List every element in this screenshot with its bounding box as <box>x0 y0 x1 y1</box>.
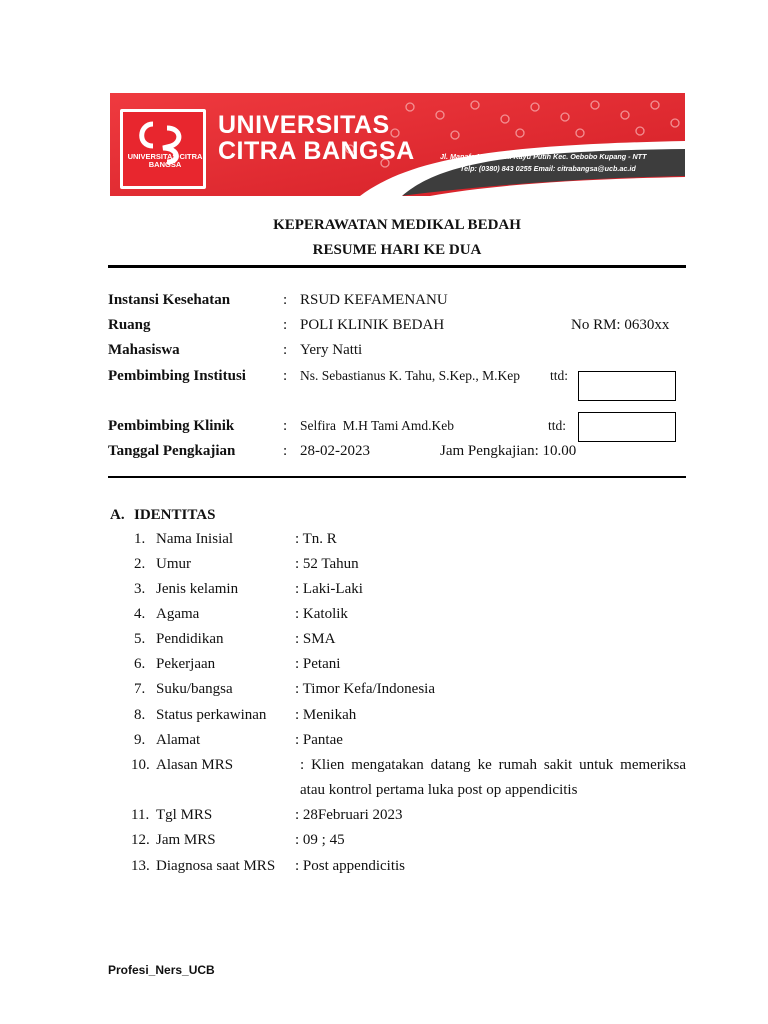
item-label: Jam MRS <box>156 832 216 848</box>
ruang-sep: : <box>283 317 288 333</box>
item-label: Nama Inisial <box>156 531 234 547</box>
jam-pengkajian: Jam Pengkajian: 10.00 <box>440 443 577 459</box>
university-logo <box>120 109 206 189</box>
item-number: 13. <box>131 858 150 874</box>
item-value: : Klien mengatakan datang ke rumah sakit untuk memeriksa <box>300 757 686 773</box>
university-name-line2: CITRA BANGSA <box>218 137 415 165</box>
pembimbing-klinik-value: Selfira M.H Tami Amd.Keb <box>300 418 455 433</box>
item-number: 7. <box>134 681 146 697</box>
item-number: 5. <box>134 631 146 647</box>
item-number: 3. <box>134 581 146 597</box>
item-value-continued: atau kontrol pertama luka post op appendicitis <box>300 782 578 798</box>
instansi-sep: : <box>283 292 288 308</box>
tanggal-sep: : <box>283 443 288 459</box>
item-value: : Post appendicitis <box>295 858 405 874</box>
item-label: Alamat <box>156 732 201 748</box>
section-letter: A. <box>110 507 125 523</box>
title-divider <box>108 265 686 268</box>
item-label: Pendidikan <box>156 631 224 647</box>
pembimbing-institusi-sep: : <box>283 368 288 384</box>
university-name-line1: UNIVERSITAS <box>218 111 390 139</box>
mahasiswa-sep: : <box>283 342 288 358</box>
item-label: Status perkawinan <box>156 707 267 723</box>
pembimbing-institusi-value: Ns. Sebastianus K. Tahu, S.Kep., M.Kep <box>300 368 521 383</box>
item-value: : 52 Tahun <box>295 556 359 572</box>
info-divider <box>108 476 686 478</box>
item-label: Suku/bangsa <box>156 681 233 697</box>
ruang-label: Ruang <box>108 317 151 333</box>
no-rm: No RM: 0630xx <box>571 317 670 333</box>
document-subtitle: RESUME HARI KE DUA <box>312 242 482 258</box>
item-label: Tgl MRS <box>156 807 213 823</box>
footer-text: Profesi_Ners_UCB <box>108 963 215 977</box>
item-value: : Tn. R <box>295 531 337 547</box>
university-banner <box>110 93 685 196</box>
item-value: : Pantae <box>295 732 343 748</box>
item-number: 10. <box>131 757 150 773</box>
pembimbing-klinik-label: Pembimbing Klinik <box>108 418 235 434</box>
mahasiswa-label: Mahasiswa <box>108 342 180 358</box>
item-value: : Laki-Laki <box>295 581 363 597</box>
item-number: 6. <box>134 656 146 672</box>
logo-emblem-icon <box>123 112 203 186</box>
document-title: KEPERAWATAN MEDIKAL BEDAH <box>273 217 521 233</box>
ttd-label-institusi: ttd: <box>550 368 569 383</box>
item-number: 9. <box>134 732 146 748</box>
logo-text: UNIVERSITAS CITRA BANGSA <box>127 152 203 169</box>
tanggal-label: Tanggal Pengkajian <box>108 443 236 459</box>
item-value: : SMA <box>295 631 336 647</box>
item-number: 11. <box>131 807 150 823</box>
item-number: 1. <box>134 531 146 547</box>
item-label: Diagnosa saat MRS <box>156 858 276 874</box>
item-label: Umur <box>156 556 191 572</box>
signature-box-institusi <box>578 371 676 401</box>
item-value: : 09 ; 45 <box>295 832 345 848</box>
university-contact: Telp: (0380) 843 0255 Email: citrabangsa@ucb.ac.id <box>460 164 636 173</box>
item-value: : Timor Kefa/Indonesia <box>295 681 435 697</box>
item-value: : Katolik <box>295 606 348 622</box>
section-heading: IDENTITAS <box>134 507 216 523</box>
tanggal-value: 28-02-2023 <box>300 443 370 459</box>
pembimbing-klinik-sep: : <box>283 418 288 434</box>
signature-box-klinik <box>578 412 676 442</box>
item-label: Agama <box>156 606 200 622</box>
item-label: Pekerjaan <box>156 656 216 672</box>
item-number: 4. <box>134 606 146 622</box>
ttd-label-klinik: ttd: <box>548 418 567 433</box>
item-number: 12. <box>131 832 150 848</box>
item-value: : Menikah <box>295 707 357 723</box>
item-value: : Petani <box>295 656 341 672</box>
mahasiswa-value: Yery Natti <box>300 342 363 358</box>
instansi-value: RSUD KEFAMENANU <box>300 292 448 308</box>
ruang-value: POLI KLINIK BEDAH <box>300 317 445 333</box>
item-number: 2. <box>134 556 146 572</box>
item-label: Alasan MRS <box>156 757 234 773</box>
instansi-label: Instansi Kesehatan <box>108 292 231 308</box>
university-address: Jl. Manafe No.17 Kel. Kayu Putih Kec. Oebobo Kupang - NTT <box>440 152 647 161</box>
pembimbing-institusi-label: Pembimbing Institusi <box>108 368 246 384</box>
item-value: : 28Februari 2023 <box>295 807 403 823</box>
item-label: Jenis kelamin <box>156 581 239 597</box>
item-number: 8. <box>134 707 146 723</box>
